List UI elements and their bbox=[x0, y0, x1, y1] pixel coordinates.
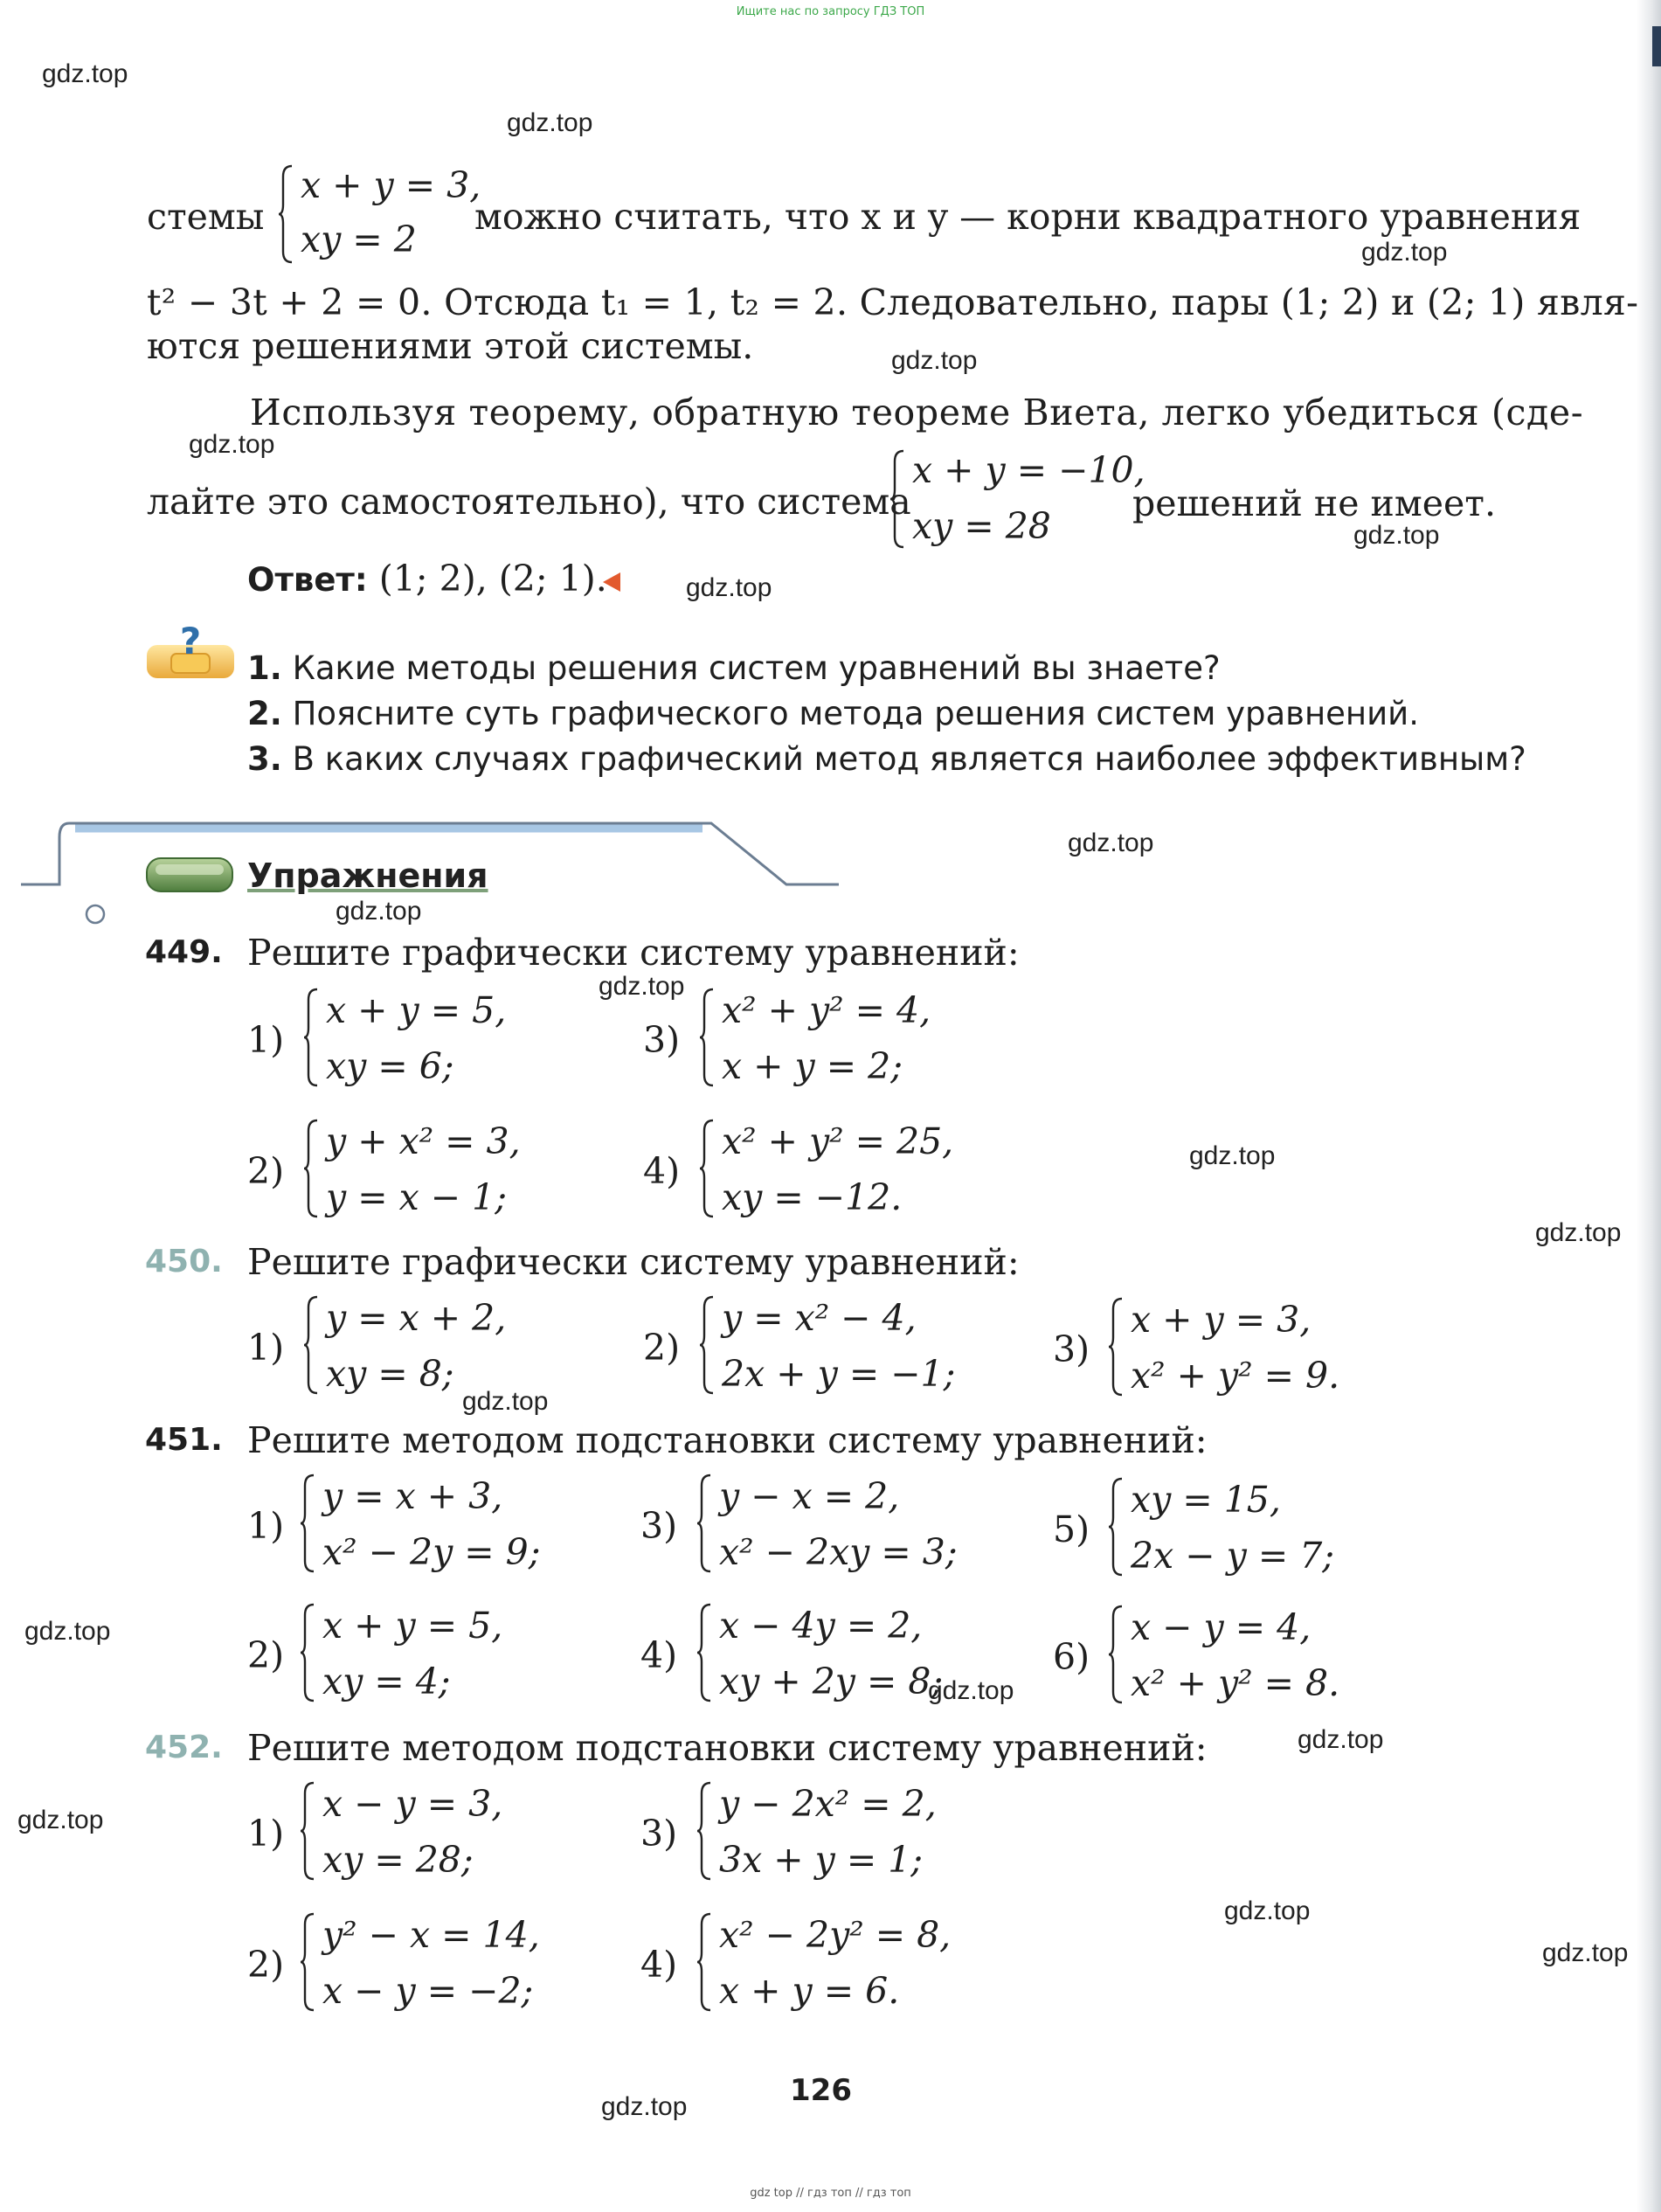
paragraph-text: t² − 3t + 2 = 0. Отсюда t₁ = 1, t₂ = 2. Следовательно, пары (1; 2) и (2; 1) явля- bbox=[147, 281, 1639, 323]
watermark: gdz.top bbox=[42, 59, 128, 88]
item-label: 3) bbox=[640, 1813, 678, 1855]
question-item: 1. Какие методы решения систем уравнений вы знаете? bbox=[247, 649, 1221, 687]
exercise-task: Решите графически систему уравнений: bbox=[247, 932, 1020, 974]
item-label: 5) bbox=[1053, 1508, 1090, 1550]
paragraph-text: Используя теорему, обратную теореме Виета, легко убедиться (сде- bbox=[250, 392, 1584, 433]
item-label: 4) bbox=[640, 1944, 678, 1986]
exercise-task: Решите графически систему уравнений: bbox=[247, 1241, 1020, 1283]
watermark: gdz.top bbox=[507, 108, 593, 137]
equation-system: y + x² = 3, y = x − 1; bbox=[303, 1119, 548, 1218]
equation-system: x + y = 3, x² + y² = 9. bbox=[1108, 1297, 1353, 1397]
footer-note: gdz top // гдз топ // гдз топ bbox=[750, 2187, 911, 2200]
equation-system: x − y = 4, x² + y² = 8. bbox=[1108, 1605, 1353, 1704]
item-label: 2) bbox=[247, 1944, 285, 1986]
equation-system: y − x = 2, x² − 2xy = 3; bbox=[696, 1474, 976, 1573]
equation-system: y = x² − 4, 2x + y = −1; bbox=[699, 1295, 961, 1395]
section-title: Упражнения bbox=[247, 856, 488, 895]
watermark: gdz.top bbox=[1189, 1141, 1276, 1170]
item-label: 1) bbox=[247, 1813, 285, 1855]
brace-icon bbox=[699, 988, 715, 1087]
page-edge-shadow bbox=[1637, 0, 1661, 2212]
brace-icon bbox=[889, 449, 905, 549]
paragraph-text: ются решениями этой системы. bbox=[147, 325, 754, 367]
brace-icon bbox=[278, 164, 294, 264]
equation-system: x + y = 3, xy = 2 bbox=[278, 164, 488, 264]
equation-system: x + y = 5, xy = 4; bbox=[300, 1603, 527, 1702]
brace-icon bbox=[696, 1781, 712, 1881]
item-label: 6) bbox=[1053, 1636, 1090, 1678]
watermark: gdz.top bbox=[599, 972, 685, 1001]
watermark: gdz.top bbox=[462, 1387, 549, 1416]
brace-icon bbox=[696, 1603, 712, 1702]
watermark: gdz.top bbox=[686, 573, 772, 602]
watermark: gdz.top bbox=[1535, 1218, 1622, 1247]
exercise-number: 450. bbox=[145, 1244, 223, 1279]
item-label: 4) bbox=[643, 1150, 681, 1192]
equation-system: x − y = 3, xy = 28; bbox=[300, 1781, 527, 1881]
paragraph-text: можно считать, что x и y — корни квадратного уравнения bbox=[474, 196, 1581, 238]
exercise-number: 449. bbox=[145, 934, 223, 970]
watermark: gdz.top bbox=[189, 430, 275, 459]
item-label: 2) bbox=[247, 1150, 285, 1192]
page-edge-mark bbox=[1652, 26, 1661, 66]
equation-system: y² − x = 14, x − y = −2; bbox=[300, 1912, 544, 2012]
brace-icon bbox=[696, 1474, 712, 1573]
exercise-number: 451. bbox=[145, 1422, 223, 1458]
item-label: 1) bbox=[247, 1327, 285, 1369]
equation-system: x² + y² = 25, xy = −12. bbox=[699, 1119, 961, 1218]
watermark: gdz.top bbox=[1542, 1938, 1629, 1967]
page-number: 126 bbox=[790, 2073, 852, 2108]
watermark: gdz.top bbox=[601, 2092, 688, 2121]
item-label: 2) bbox=[643, 1327, 681, 1369]
watermark: gdz.top bbox=[1361, 238, 1448, 267]
watermark: gdz.top bbox=[928, 1676, 1014, 1705]
header-note: Ищите нас по запросу ГДЗ ТОП bbox=[736, 5, 925, 18]
paragraph-text: стемы bbox=[147, 196, 265, 238]
brace-icon bbox=[303, 1119, 319, 1218]
watermark: gdz.top bbox=[1353, 521, 1440, 550]
paragraph-text: лайте это самостоятельно), что система bbox=[147, 481, 911, 523]
brace-icon bbox=[300, 1912, 315, 2012]
section-icon bbox=[145, 856, 234, 893]
equation-system: x + y = 5, xy = 6; bbox=[303, 988, 530, 1087]
brace-icon bbox=[1108, 1605, 1124, 1704]
equation-system: x − 4y = 2, xy + 2y = 8; bbox=[696, 1603, 959, 1702]
brace-icon bbox=[303, 988, 319, 1087]
watermark: gdz.top bbox=[24, 1617, 111, 1646]
svg-text:?: ? bbox=[179, 626, 202, 662]
watermark: gdz.top bbox=[336, 897, 422, 926]
item-label: 4) bbox=[640, 1634, 678, 1676]
answer-label: Ответ: bbox=[247, 561, 368, 599]
item-label: 3) bbox=[640, 1505, 678, 1547]
item-label: 2) bbox=[247, 1634, 285, 1676]
exercise-task: Решите методом подстановки систему уравнений: bbox=[247, 1727, 1208, 1769]
brace-icon bbox=[696, 1912, 712, 2012]
equation-system: y − 2x² = 2, 3x + y = 1; bbox=[696, 1781, 959, 1881]
watermark: gdz.top bbox=[1298, 1725, 1384, 1754]
answer bbox=[247, 558, 607, 600]
equation-system: x² + y² = 4, x + y = 2; bbox=[699, 988, 944, 1087]
equation-system: y = x + 2, xy = 8; bbox=[303, 1295, 530, 1395]
answer-value: (1; 2), (2; 1). bbox=[378, 558, 607, 600]
watermark: gdz.top bbox=[1224, 1896, 1311, 1925]
brace-icon bbox=[300, 1474, 315, 1573]
item-label: 1) bbox=[247, 1019, 285, 1061]
equation-system: x² − 2y² = 8, x + y = 6. bbox=[696, 1912, 959, 2012]
brace-icon bbox=[1108, 1477, 1124, 1577]
question-item: 2. Поясните суть графического метода решения систем уравнений. bbox=[247, 695, 1419, 732]
brace-icon bbox=[699, 1295, 715, 1395]
item-label: 3) bbox=[643, 1019, 681, 1061]
brace-icon bbox=[303, 1295, 319, 1395]
exercise-number: 452. bbox=[145, 1730, 223, 1765]
brace-icon bbox=[300, 1781, 315, 1881]
question-item: 3. В каких случаях графический метод является наиболее эффективным? bbox=[247, 740, 1526, 778]
exercise-task: Решите методом подстановки систему уравнений: bbox=[247, 1419, 1208, 1461]
brace-icon bbox=[1108, 1297, 1124, 1397]
watermark: gdz.top bbox=[17, 1806, 104, 1834]
watermark: gdz.top bbox=[1068, 829, 1154, 857]
paragraph-text: решений не имеет. bbox=[1132, 482, 1496, 524]
equation-system: xy = 15, 2x − y = 7; bbox=[1108, 1477, 1335, 1577]
end-of-solution-icon bbox=[603, 572, 620, 592]
item-label: 3) bbox=[1053, 1328, 1090, 1370]
brace-icon bbox=[300, 1603, 315, 1702]
equation-system: y = x + 3, x² − 2y = 9; bbox=[300, 1474, 553, 1573]
watermark: gdz.top bbox=[891, 346, 978, 375]
question-icon bbox=[145, 626, 236, 683]
equation-system: x + y = −10, xy = 28 bbox=[889, 449, 1134, 549]
brace-icon bbox=[699, 1119, 715, 1218]
item-label: 1) bbox=[247, 1505, 285, 1547]
